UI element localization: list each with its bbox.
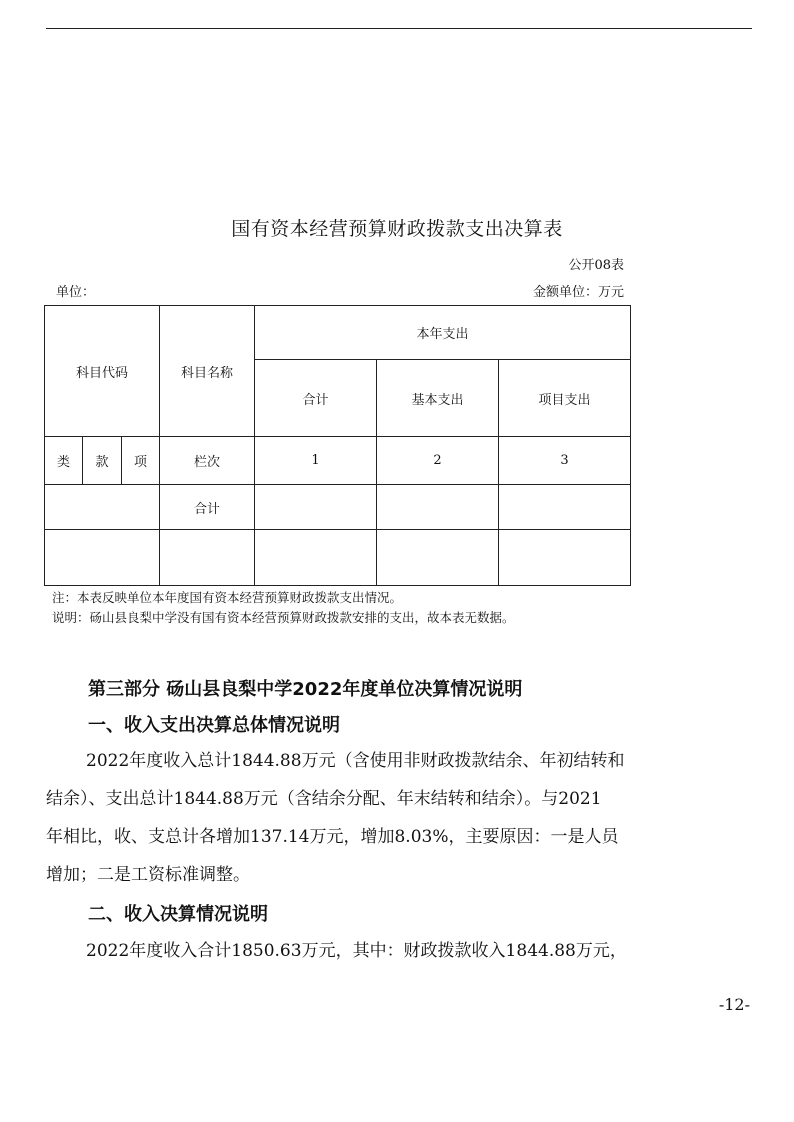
section-heading-income: 二、收入决算情况说明 (88, 904, 268, 925)
header-project-expense: 项目支出 (499, 360, 631, 437)
section-heading-overview: 一、收入支出决算总体情况说明 (88, 715, 340, 736)
header-rule (46, 28, 752, 29)
paragraph-line: 2022年度收入合计1850.63万元，其中：财政拨款收入1844.88万元， (86, 941, 627, 961)
header-basic-expense: 基本支出 (377, 360, 499, 437)
header-item: 项 (122, 437, 160, 485)
empty-project-cell (499, 530, 631, 586)
part-three-heading: 第三部分 砀山县良梨中学2022年度单位决算情况说明 (88, 679, 523, 700)
explanation-text: 说明：砀山县良梨中学没有国有资本经营预算财政拨款安排的支出，故本表无数据。 (52, 610, 515, 625)
header-section: 款 (83, 437, 122, 485)
overview-paragraph (46, 742, 746, 894)
paragraph-line: 2022年度收入总计1844.88万元（含使用非财政拨款结余、年初结转和 (86, 751, 625, 771)
sum-project-cell (499, 485, 631, 530)
column-number-1: 1 (255, 437, 377, 485)
table-row-sum (45, 485, 631, 530)
header-subject-name: 科目名称 (160, 306, 255, 437)
sum-total-cell (255, 485, 377, 530)
header-category: 类 (45, 437, 83, 485)
form-code: 公开08表 (568, 258, 624, 273)
sum-label: 合计 (160, 485, 255, 530)
column-number-3: 3 (499, 437, 631, 485)
table-notes (52, 588, 515, 628)
header-column-index: 栏次 (160, 437, 255, 485)
sum-code-cell (45, 485, 160, 530)
empty-basic-cell (377, 530, 499, 586)
header-current-year-expense: 本年支出 (255, 306, 631, 360)
empty-code-cell (45, 530, 160, 586)
paragraph-line: 增加；二是工资标准调整。 (46, 865, 250, 885)
unit-label: 单位： (56, 285, 96, 300)
page-number: -12- (718, 995, 750, 1014)
empty-total-cell (255, 530, 377, 586)
expense-table (44, 305, 631, 586)
table-title: 国有资本经营预算财政拨款支出决算表 (231, 218, 563, 240)
header-subject-code: 科目代码 (45, 306, 160, 437)
column-number-2: 2 (377, 437, 499, 485)
empty-name-cell (160, 530, 255, 586)
income-paragraph (46, 932, 746, 970)
paragraph-line: 结余）、支出总计1844.88万元（含结余分配、年末结转和结余）。与2021 (46, 789, 602, 809)
note-text: 注：本表反映单位本年度国有资本经营预算财政拨款支出情况。 (52, 590, 403, 605)
amount-unit-label: 金额单位：万元 (532, 285, 624, 300)
sum-basic-cell (377, 485, 499, 530)
header-total: 合计 (255, 360, 377, 437)
table-row-empty (45, 530, 631, 586)
paragraph-line: 年相比，收、支总计各增加137.14万元，增加8.03%，主要原因：一是人员 (46, 827, 619, 847)
